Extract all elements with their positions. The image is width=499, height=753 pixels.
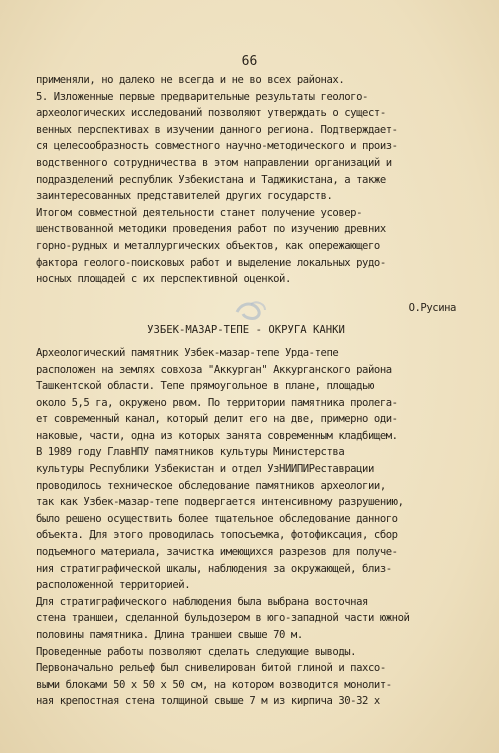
text-line: было решено осуществить более тщательное обследование данного (36, 512, 398, 525)
text-line: расположен на землях совхоза "Аккурган" Аккурганского района (36, 363, 392, 376)
text-line: подъемного материала, зачистка имеющихся разрезов для получе- (36, 546, 398, 559)
text-line: археологических исследований позволяют утверждать о сущест- (36, 107, 386, 120)
document-body (36, 72, 456, 710)
text-line: Итогом совместной деятельности станет получение усовер- (36, 206, 363, 219)
ink-stamp-mark (231, 298, 271, 322)
paragraph-block-top (36, 72, 456, 288)
text-line: Ташкентской области. Тепе прямоугольное в плане, площадью (36, 380, 374, 393)
text-line: венных перспективах в изучении данного региона. Подтверждает- (36, 123, 398, 136)
text-line: ния стратиграфической шкалы, наблюдения за окружающей, близ- (36, 562, 392, 575)
text-line: горно-рудных и металлургических объектов, как опережающего (36, 239, 380, 252)
text-line: Проведенные работы позволяют сделать следующие выводы. (36, 645, 357, 658)
text-line: подразделений республик Узбекистана и Таджикистана, а также (36, 173, 386, 186)
text-line: фактора геолого-поисковых работ и выделение локальных рудо- (36, 256, 386, 269)
text-line: применяли, но далеко не всегда и не во всех районах. (36, 74, 345, 86)
text-line: Первоначально рельеф был снивелирован битой глиной и пахсо- (36, 662, 386, 675)
author-signature: О.Русина (408, 301, 456, 314)
text-line: В 1989 году ГлавНПУ памятников культуры Министерства (36, 446, 345, 459)
text-line: заинтересованных представителей других государств. (36, 190, 333, 203)
text-line: объекта. Для этого проводилась топосъемка, фотофиксация, сбор (36, 529, 398, 542)
text-line: так как Узбек-мазар-тепе подвергается интенсивному разрушению, (36, 496, 404, 509)
text-line: ет современный канал, который делит его на две, примерно оди- (36, 413, 398, 426)
text-line: выми блоками 50 х 50 х 50 см, на котором возводится монолит- (36, 678, 392, 691)
text-line: носных площадей с их перспективной оценкой. (36, 273, 291, 286)
text-line: наковые, части, одна из которых занята современным кладбищем. (36, 429, 398, 442)
paragraph-block-bottom (36, 345, 456, 710)
text-line: стена траншеи, сделанной бульдозером в юго-западной части южной (36, 612, 410, 625)
text-line: расположенной территорией. (36, 579, 191, 592)
text-line: 5. Изложенные первые предварительные результаты геолого- (36, 90, 368, 103)
page-number: 66 (241, 54, 258, 69)
text-line: культуры Республики Узбекистан и отдел УзНИИПИРеставрации (36, 463, 374, 476)
text-line: Археологический памятник Узбек-мазар-тепе Урда-тепе (36, 346, 339, 359)
text-line: половины памятника. Длина траншеи свыше 70 м. (36, 629, 303, 641)
text-line: ная крепостная стена толщиной свыше 7 м из кирпича 30-32 х (36, 695, 380, 708)
text-line: водственного сотрудничества в этом направлении организаций и (36, 156, 392, 169)
text-line: Для стратиграфического наблюдения была выбрана восточная (36, 595, 368, 608)
text-line: ся целесообразность совместного научно-методического и произ- (36, 140, 398, 153)
text-line: шенствованной методики проведения работ по изучению древних (36, 223, 386, 236)
text-line: проводилось техническое обследование памятников археологии, (36, 479, 386, 492)
text-line: около 5,5 га, окружено рвом. По территории памятника пролега- (36, 396, 398, 409)
section-title: УЗБЕК-МАЗАР-ТЕПЕ - ОКРУГА КАНКИ (147, 324, 345, 337)
